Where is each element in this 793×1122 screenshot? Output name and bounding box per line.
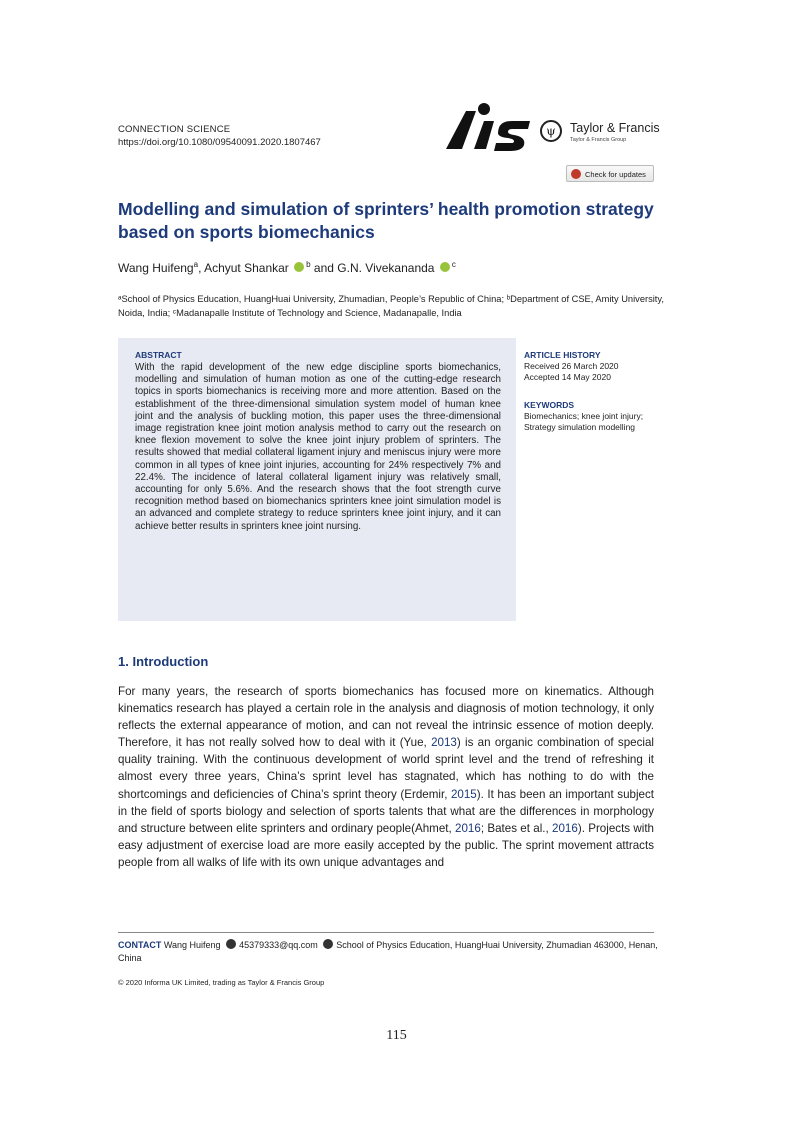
journal-name: CONNECTION SCIENCE xyxy=(118,124,231,135)
orcid-icon[interactable] xyxy=(440,262,450,272)
author-affil-mark: b xyxy=(306,260,311,269)
check-for-updates-label: Check for updates xyxy=(585,170,646,179)
article-history xyxy=(524,350,674,383)
intro-text-run: ). It has been an important subject in the field of sports biology and selection of sports talents that what are the differences in morphology and structure between elite sprinters and ordinary people(Ahmet, xyxy=(118,787,655,835)
contact-name: Wang Huifeng xyxy=(163,940,221,950)
author-name[interactable]: Achyut Shankar xyxy=(204,261,289,275)
publisher-emblem-icon: ψ xyxy=(540,120,562,142)
citation-link[interactable]: 2016 xyxy=(455,821,481,835)
contact-address: School of Physics Education, HuangHuai University, Zhumadian 463000, Henan, China xyxy=(118,940,658,963)
intro-text-run: For many years, the research of sports biomechanics has focused more on kinematics. Although kinematics research has played a certain role in the analysis and diagnosis of motion technology, it only reflects the external appearance of motion, and can not reveal the intrinsic essence of motion deeply. Therefore, it has not really solved how to deal with it (Yue, xyxy=(118,685,654,750)
email-icon xyxy=(226,939,236,949)
keywords-heading: KEYWORDS xyxy=(524,400,575,410)
intro-text-run: ) is an organic combination of special quality training. With the continuous development of world sprint level and the trend of refreshing it almost every three years, China’s sprint level has stagnated, which has nothing to do with the shortcomings and deficiencies of China’s sprint theory (Erdemir, xyxy=(118,736,654,801)
contact-info xyxy=(118,939,658,965)
author-name[interactable]: G.N. Vivekananda xyxy=(337,261,435,275)
publisher-name: Taylor & Francis xyxy=(570,121,660,135)
keywords-text: Biomechanics; knee joint injury; Strategy simulation modelling xyxy=(524,411,644,432)
publisher-group: Taylor & Francis Group xyxy=(570,137,627,143)
contact-heading: CONTACT xyxy=(118,940,162,950)
orcid-icon[interactable] xyxy=(294,262,304,272)
history-heading: ARTICLE HISTORY xyxy=(524,350,601,360)
article-title: Modelling and simulation of sprinters’ health promotion strategy based on sports biomechanics xyxy=(118,199,654,242)
journal-header xyxy=(118,123,321,149)
author-list xyxy=(118,260,456,275)
page-number: 115 xyxy=(386,1028,407,1043)
footer-divider xyxy=(118,932,654,933)
author-separator: , xyxy=(198,261,205,275)
address-icon xyxy=(323,939,333,949)
journal-logo-icon xyxy=(444,103,532,151)
check-for-updates-button[interactable] xyxy=(566,165,654,182)
intro-text-run: ). Projects with easy adjustment of exercise load are more easily accepted by the public. The sprint movement attracts people from all walks of life with its own unique advantages and xyxy=(118,821,655,869)
intro-text-run: ; Bates et al., xyxy=(480,821,553,835)
copyright: © 2020 Informa UK Limited, trading as Taylor & Francis Group xyxy=(118,978,325,987)
author-name[interactable]: Wang Huifeng xyxy=(118,261,194,275)
intro-paragraph xyxy=(118,683,654,871)
citation-link[interactable]: 2015 xyxy=(450,787,477,801)
publisher-logo xyxy=(540,118,690,152)
crossmark-icon xyxy=(571,169,581,179)
author-affil-mark: c xyxy=(451,260,456,269)
author-affil-mark: a xyxy=(193,260,199,269)
contact-email[interactable]: 45379333@qq.com xyxy=(239,940,318,950)
section-heading: 1. Introduction xyxy=(118,654,209,669)
abstract-heading: ABSTRACT xyxy=(135,350,182,360)
doi-link[interactable]: https://doi.org/10.1080/09540091.2020.1807467 xyxy=(118,137,321,148)
affiliations: ᵃSchool of Physics Education, HuangHuai University, Zhumadian, People’s Republic of China; ᵇDepartment of CSE, Amity University, Noida, India; ᶜMadanapalle Institute of Technology and Science, Madanapalle, India xyxy=(118,294,664,318)
citation-link[interactable]: 2016 xyxy=(552,821,578,835)
history-accepted: Accepted 14 May 2020 xyxy=(524,372,611,382)
citation-link[interactable]: 2013 xyxy=(431,736,457,750)
history-received: Received 26 March 2020 xyxy=(524,361,619,371)
keywords xyxy=(524,400,652,433)
author-separator: and xyxy=(310,261,338,275)
abstract-text: With the rapid development of the new edge discipline sports biomechanics, modelling and simulation of human motion as one of the cutting-edge research topics in sports biomechanics is receiving more and more attention. Based on the establishment of the three-dimensional simulation system model of human knee joint and the analysis of buckling motion, this paper uses the three-dimensional image registration knee joint motion analysis method to carry out the research on knee flexion movement to solve the knee joint injury problem of sprinters. The results showed that medial collateral ligament injury and meniscus injury were more common in all types of knee joint injuries, accounting for 24% respectively 7% and 22.4%. The incidence of lateral collateral ligament injury was relatively small, accounting for only 5.6%. And the research shows that the foot strength curve recognition method based on biomechanics sprinters knee joint simulation model is an advanced and complete strategy to reduce sprinters knee joint injury, and it can achieve better results in sprinters knee joint nursing. xyxy=(135,362,501,532)
